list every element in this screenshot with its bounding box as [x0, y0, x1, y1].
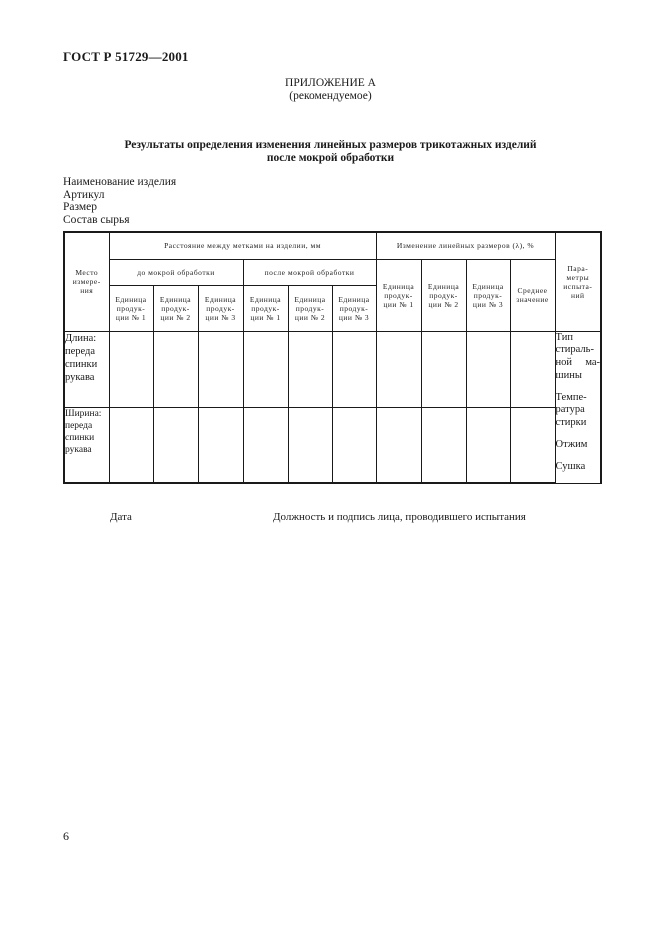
- cell-length-after-2: [288, 331, 332, 407]
- header-before-wet-treatment: до мокрой обработки: [109, 259, 243, 285]
- cell-width-before-2: [153, 407, 198, 483]
- form-title-line-2: после мокрой обработки: [266, 152, 395, 164]
- cell-length-after-1: [243, 331, 288, 407]
- test-parameters-list: Тип стираль- ной ма- шины Темпе- ратура стирки Отжим Сушка: [555, 331, 601, 483]
- header-before-unit-2: Единица продук- ции № 2: [153, 285, 198, 331]
- header-test-parameters: Пара- метры испыта- ний: [555, 232, 601, 331]
- header-before-unit-1: Единица продук- ции № 1: [109, 285, 153, 331]
- field-size: Размер: [63, 201, 98, 214]
- cell-width-after-3: [332, 407, 376, 483]
- cell-width-after-2: [288, 407, 332, 483]
- header-distance-group: Расстояние между метками на изделии, мм: [109, 232, 376, 259]
- results-table: [63, 231, 602, 484]
- row-label-width: Ширина: переда спинки рукава: [64, 407, 109, 483]
- cell-width-change-2: [421, 407, 466, 483]
- form-title-line-1: Результаты определения изменения линейных размеров трикотажных изделий: [124, 139, 537, 151]
- cell-length-change-2: [421, 331, 466, 407]
- header-after-unit-1: Единица продук- ции № 1: [243, 285, 288, 331]
- appendix-status: (рекомендуемое): [289, 90, 372, 102]
- cell-length-before-2: [153, 331, 198, 407]
- cell-width-change-1: [376, 407, 421, 483]
- header-change-unit-3: Единица продук- ции № 3: [466, 259, 510, 331]
- cell-length-before-3: [198, 331, 243, 407]
- cell-length-before-1: [109, 331, 153, 407]
- cell-length-average: [510, 331, 555, 407]
- footer-date-label: Дата: [110, 511, 132, 523]
- footer-signature-label: Должность и подпись лица, проводившего испытания: [273, 511, 526, 523]
- header-measurement-place: Место измере- ния: [64, 232, 109, 331]
- form-title: [0, 139, 661, 165]
- appendix-label: ПРИЛОЖЕНИЕ А: [285, 77, 376, 89]
- header-after-unit-2: Единица продук- ции № 2: [288, 285, 332, 331]
- cell-length-change-1: [376, 331, 421, 407]
- header-change-group: Изменение линейных размеров (λ), %: [376, 232, 555, 259]
- field-composition: Состав сырья: [63, 213, 130, 226]
- header-change-unit-1: Единица продук- ции № 1: [376, 259, 421, 331]
- cell-width-before-1: [109, 407, 153, 483]
- field-article: Артикул: [63, 188, 105, 201]
- page-number: 6: [63, 829, 69, 843]
- cell-width-change-3: [466, 407, 510, 483]
- header-average-value: Среднее значение: [510, 259, 555, 331]
- cell-width-average: [510, 407, 555, 483]
- header-change-unit-2: Единица продук- ции № 2: [421, 259, 466, 331]
- appendix-heading: [0, 77, 661, 103]
- cell-length-after-3: [332, 331, 376, 407]
- row-label-length: Длина: переда спинки рукава: [64, 331, 109, 407]
- cell-width-after-1: [243, 407, 288, 483]
- item-fields: [63, 176, 176, 226]
- cell-width-before-3: [198, 407, 243, 483]
- header-after-unit-3: Единица продук- ции № 3: [332, 285, 376, 331]
- cell-length-change-3: [466, 331, 510, 407]
- document-code: ГОСТ Р 51729—2001: [63, 49, 189, 64]
- field-item-name: Наименование изделия: [63, 176, 177, 188]
- header-before-unit-3: Единица продук- ции № 3: [198, 285, 243, 331]
- header-after-wet-treatment: после мокрой обработки: [243, 259, 376, 285]
